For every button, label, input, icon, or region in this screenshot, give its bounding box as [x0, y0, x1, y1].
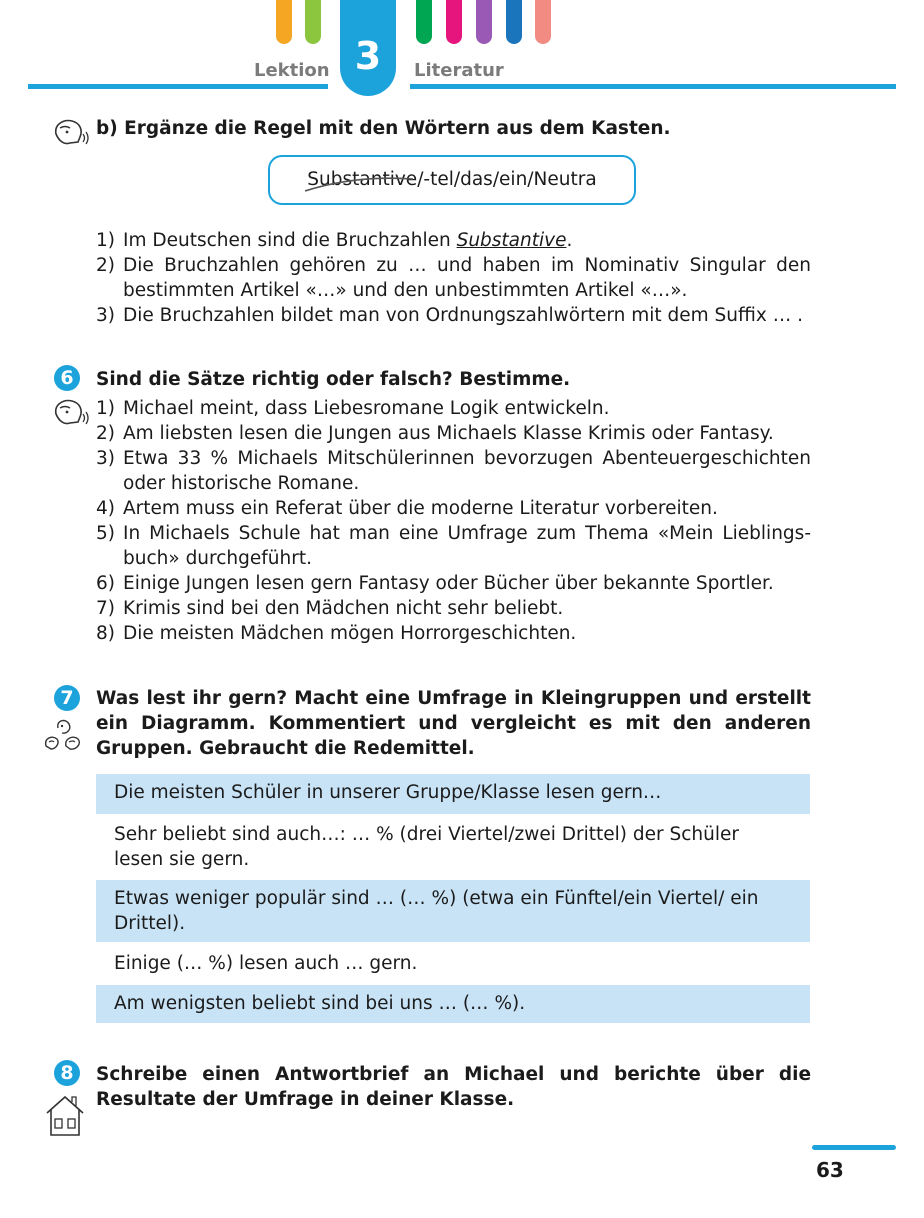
color-stripe — [506, 0, 522, 44]
list-item: 3) Die Bruchzahlen bildet man von Ordnungszahlwörtern mit dem Suffix … . — [96, 305, 803, 326]
color-stripe — [276, 0, 292, 44]
header-rule-right — [410, 84, 896, 89]
color-stripe — [535, 0, 551, 44]
header-rule-left — [28, 84, 328, 89]
list-item: 8) Die meisten Mädchen mögen Horrorgeschichten. — [96, 623, 577, 644]
list-item: 2) Die Bruchzahlen gehören zu … und haben im Nominativ Singular den bestimmten Artikel «…» und den unbestimmten Artikel «…». — [96, 255, 811, 301]
struck-word: Substantive — [307, 157, 417, 203]
topic-label: Literatur — [414, 60, 504, 81]
group-work-icon — [42, 716, 88, 756]
phrase-box: Einige (… %) lesen auch … gern. — [96, 945, 810, 983]
phrase-box: Am wenigsten beliebt sind bei uns … (… %). — [96, 985, 810, 1023]
list-item: 4) Artem muss ein Referat über die moderne Literatur vorbereiten. — [96, 498, 718, 519]
task-8-title: Schreibe einen Antwortbrief an Michael und berichte über die Resultate der Umfrage in deiner Klasse. — [96, 1064, 811, 1110]
list-item: 3) Etwa 33 % Michaels Mitschülerinnen bevorzugen Abenteuergeschichten oder historische Romane. — [96, 448, 811, 494]
footer-rule — [812, 1145, 896, 1150]
lesson-number-tab: 3 — [340, 0, 396, 96]
phrase-box: Etwas weniger populär sind … (… %) (etwa ein Fünftel/ein Viertel/ ein Drittel). — [96, 880, 810, 942]
color-stripe — [305, 0, 321, 44]
phrase-box: Die meisten Schüler in unserer Gruppe/Klasse lesen gern… — [96, 774, 810, 814]
task-6-title: Sind die Sätze richtig oder falsch? Bestimme. — [96, 369, 571, 390]
strike-mark — [305, 171, 415, 195]
word-box — [268, 155, 636, 205]
task-b-list — [96, 228, 811, 328]
list-item: 2) Am liebsten lesen die Jungen aus Michaels Klasse Krimis oder Fantasy. — [96, 423, 774, 444]
page-number: 63 — [816, 1158, 844, 1182]
color-stripe — [446, 0, 462, 44]
list-item: 7) Krimis sind bei den Mädchen nicht sehr beliebt. — [96, 598, 564, 619]
list-item: 1) Im Deutschen sind die Bruchzahlen Substantive. — [96, 230, 573, 251]
task-6-number: 6 — [54, 365, 80, 391]
word-box-rest: /-tel/das/ein/Neutra — [417, 169, 597, 190]
task-8-number: 8 — [54, 1060, 80, 1086]
task-7-title: Was lest ihr gern? Macht eine Umfrage in Kleingruppen und erstellt ein Diagramm. Kommentiert und vergleicht es mit den anderen Gruppen. Gebraucht die Redemittel. — [96, 688, 811, 759]
homework-house-icon — [44, 1093, 86, 1139]
list-item: 1) Michael meint, dass Liebesromane Logik entwickeln. — [96, 398, 610, 419]
listening-head-icon — [50, 396, 90, 428]
task-b-title: b) Ergänze die Regel mit den Wörtern aus dem Kasten. — [96, 118, 671, 139]
phrase-box: Sehr beliebt sind auch…: … % (drei Viertel/zwei Drittel) der Schüler lesen sie gern. — [96, 816, 810, 878]
color-stripe — [416, 0, 432, 44]
list-item: 5) In Michaels Schule hat man eine Umfrage zum Thema «Mein Lieblingsbuch» durchgeführt. — [96, 523, 811, 569]
task-7-number: 7 — [54, 685, 80, 711]
lesson-label: Lektion — [254, 60, 330, 81]
color-stripe — [476, 0, 492, 44]
filled-answer: Substantive — [456, 230, 567, 251]
list-item: 6) Einige Jungen lesen gern Fantasy oder Bücher über bekannte Sportler. — [96, 573, 774, 594]
listening-head-icon — [50, 116, 90, 148]
task-6-list — [96, 396, 811, 646]
